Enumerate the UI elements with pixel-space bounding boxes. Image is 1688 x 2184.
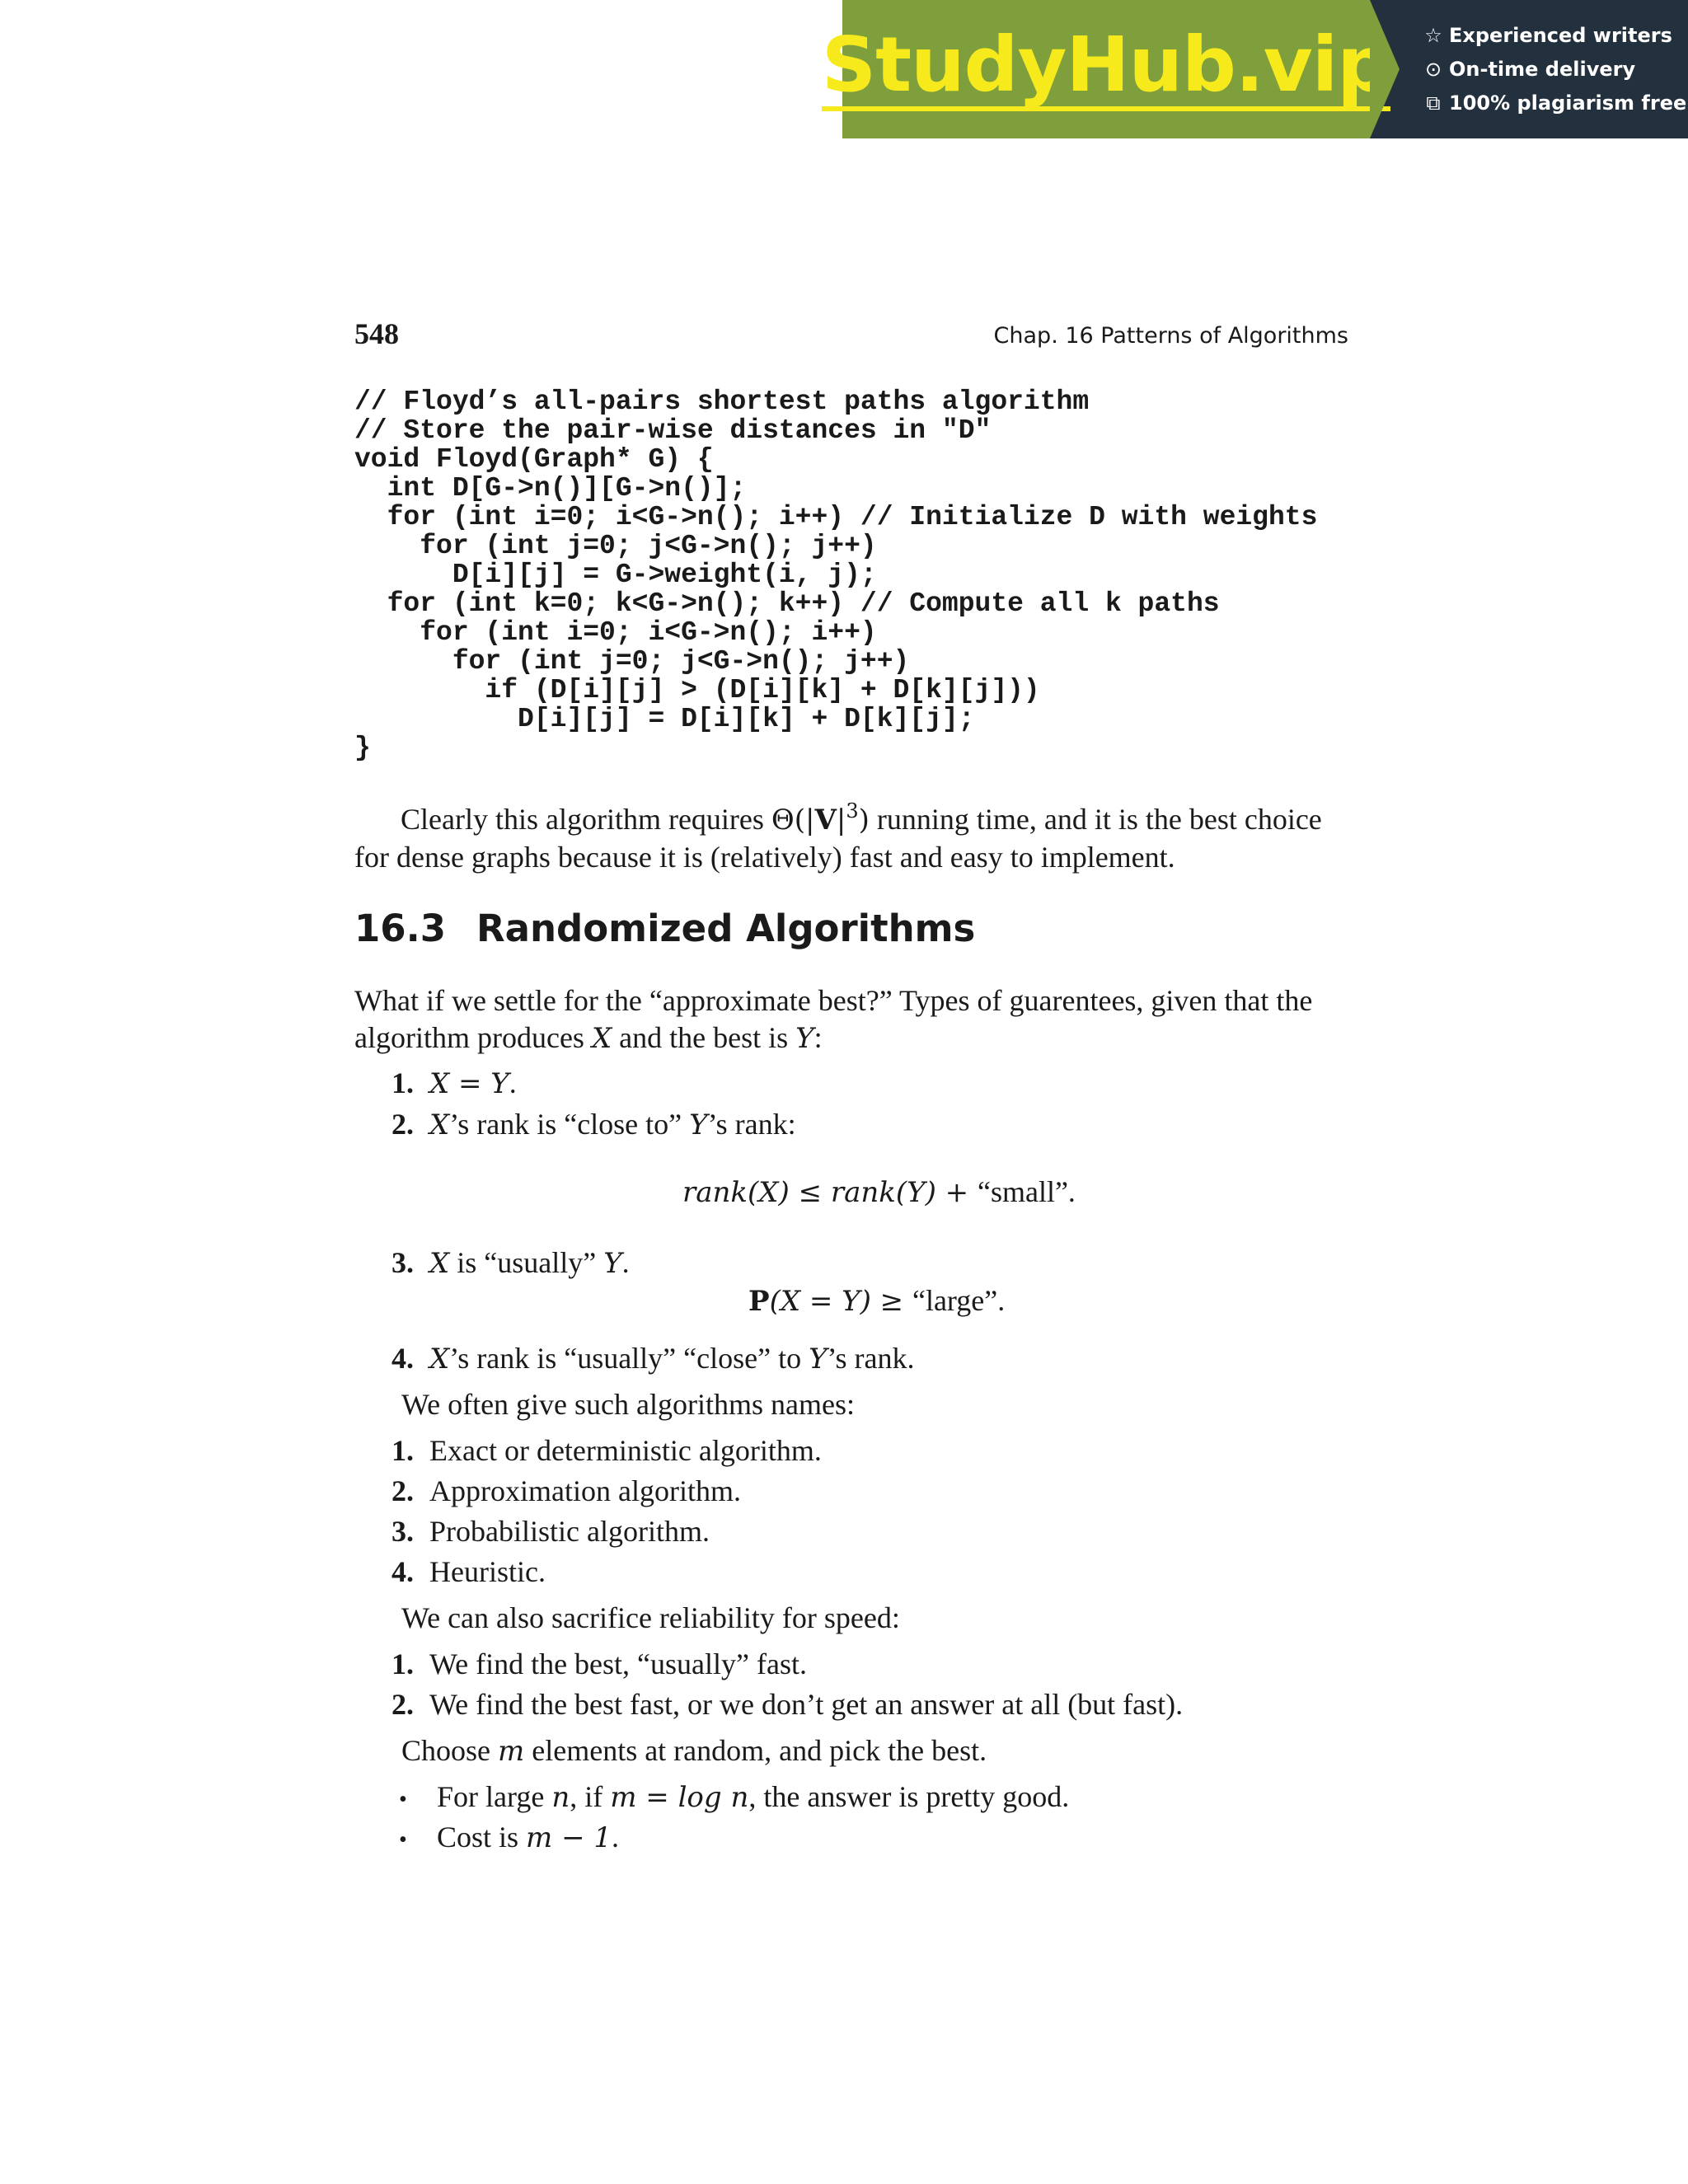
logo-panel xyxy=(821,0,1391,138)
bullet-item: • Cost is m − 1. xyxy=(399,1819,619,1858)
clock-icon: ⊙ xyxy=(1424,58,1442,81)
page-number: 548 xyxy=(354,317,399,350)
features-panel xyxy=(1370,0,1688,138)
bullet-icon: • xyxy=(399,1827,407,1853)
feature-on-time-delivery xyxy=(1423,53,1688,87)
feature-label: Experienced writers xyxy=(1449,24,1672,47)
bullet-icon: • xyxy=(399,1787,407,1812)
studyhub-banner[interactable] xyxy=(821,0,1688,138)
equation-rank: rank(X) ≤ rank(Y) + “small”. xyxy=(682,1175,1076,1209)
list-item: 1. Exact or deterministic algorithm. xyxy=(392,1434,822,1467)
paragraph-guarantees-intro: What if we settle for the “approximate best?” Types of guarentees, given that the algorithm produces X and the best is Y: xyxy=(354,984,1313,1055)
list-item: 4. Heuristic. xyxy=(392,1555,546,1588)
section-title: Randomized Algorithms xyxy=(476,907,976,950)
feature-label: On-time delivery xyxy=(1449,58,1636,81)
feature-experienced-writers xyxy=(1423,19,1688,53)
running-head: Chap. 16 Patterns of Algorithms xyxy=(993,323,1348,349)
section-number: 16.3 xyxy=(354,907,447,950)
section-heading xyxy=(354,907,975,950)
studyhub-logo: StudyHub.vip xyxy=(822,27,1390,111)
choose-paragraph: Choose m elements at random, and pick the best. xyxy=(401,1734,987,1768)
list-item: 1. We find the best, “usually” fast. xyxy=(392,1647,807,1680)
list-item: 4. X’s rank is “usually” “close” to Y’s rank. xyxy=(392,1342,915,1376)
list-item: 2. Approximation algorithm. xyxy=(392,1474,741,1507)
star-icon: ☆ xyxy=(1424,24,1442,47)
list-item: 1. X = Y. xyxy=(392,1066,517,1100)
copy-icon: ⧉ xyxy=(1426,91,1441,115)
names-intro: We often give such algorithms names: xyxy=(401,1388,855,1421)
paragraph-running-time: Clearly this algorithm requires $\Theta(|V|^3)$ running time, and it is the best choice for dense graphs because it is (relatively) fast and easy to implement. xyxy=(354,799,1322,874)
feature-plagiarism-free xyxy=(1423,87,1688,120)
equation-probability: P(X = Y) ≥ “large”. xyxy=(748,1284,1006,1318)
list-item: 3. Probabilistic algorithm. xyxy=(392,1515,710,1548)
list-item: 2. We find the best fast, or we don’t get an answer at all (but fast). xyxy=(392,1688,1184,1721)
feature-label: 100% plagiarism free xyxy=(1449,91,1687,115)
bullet-item: • For large n, if m = log n, the answer is pretty good. xyxy=(399,1779,1069,1818)
list-item: 3. X is “usually” Y. xyxy=(392,1246,630,1280)
floyd-code-listing: // Floyd’s all-pairs shortest paths algorithm // Store the pair-wise distances in "D" void Floyd(Graph* G) { int D[G->n()][G->n()]; for (int i=0; i<G->n(); i++) // Initialize D with weights for (int j=0; j<G->n(); j++) D[i][j] = G->weight(i, j); for (int k=0; k<G->n(); k++) // Compute all k paths for (int i=0; i<G->n(); i++) for (int j=0; j<G->n(); j++) if (D[i][j] > (D[i][k] + D[k][j])) D[i][j] = D[i][k] + D[k][j]; } xyxy=(354,387,1318,763)
sacrifice-intro: We can also sacrifice reliability for speed: xyxy=(401,1601,900,1634)
list-item: 2. X’s rank is “close to” Y’s rank: xyxy=(392,1108,796,1141)
